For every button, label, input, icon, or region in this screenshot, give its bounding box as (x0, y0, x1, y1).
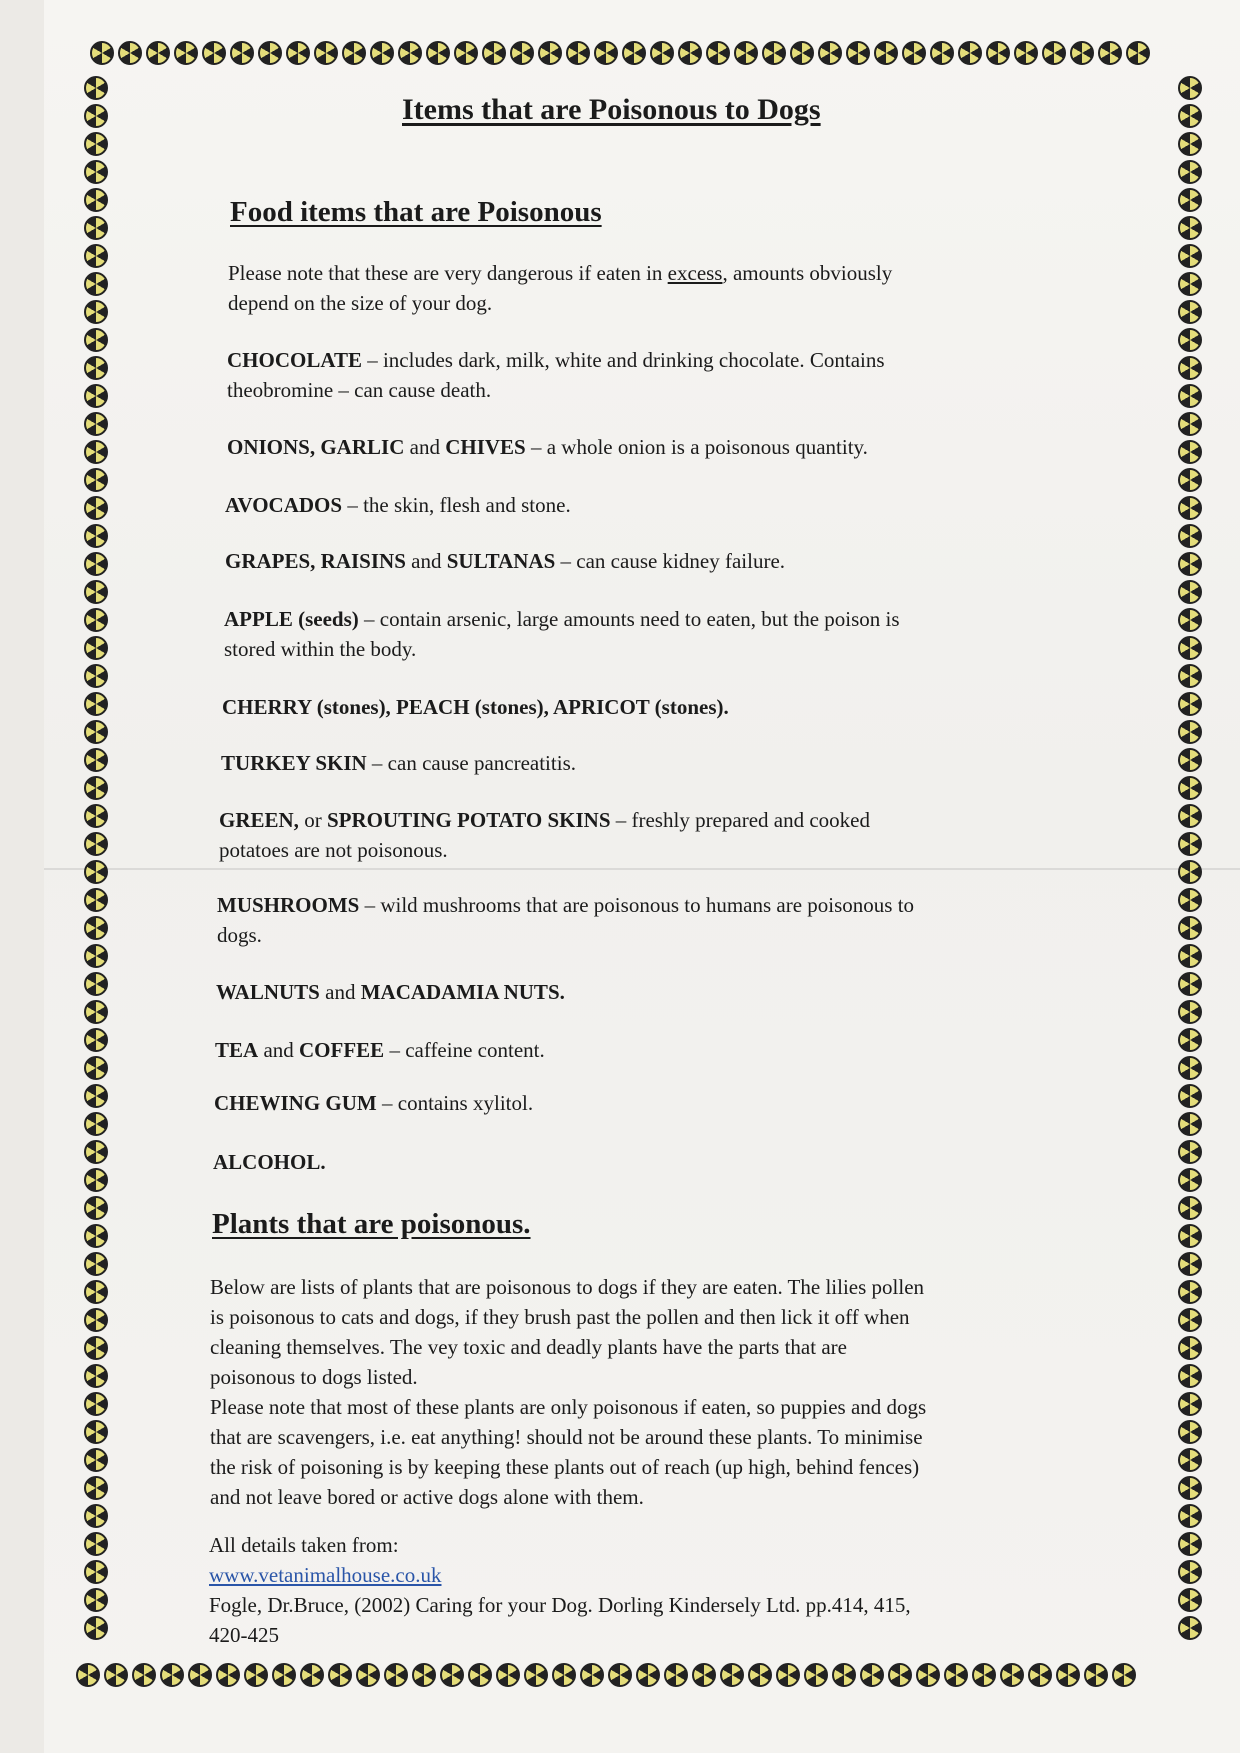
food-item-avocados (225, 490, 571, 520)
food-item-name-2: CHIVES (445, 435, 526, 459)
plants-p1-line: Below are lists of plants that are poisonous to dogs if they are eaten. The lilies pollen (210, 1275, 925, 1299)
food-intro-line2: depend on the size of your dog. (228, 291, 493, 315)
plants-p2-line: that are scavengers, i.e. eat anything! should not be around these plants. To minimise (210, 1425, 923, 1449)
food-item-grapes (225, 546, 785, 576)
food-intro (228, 258, 892, 318)
food-item-join: and (405, 549, 447, 573)
sources-label: All details taken from: (209, 1533, 399, 1557)
food-item-apple (224, 604, 900, 664)
food-item-cherry (222, 692, 729, 722)
food-item-turkey (221, 748, 576, 778)
food-item-desc: – a whole onion is a poisonous quantity. (525, 435, 868, 459)
food-item-name: CHEWING GUM (214, 1091, 377, 1115)
food-item-name-2: SPROUTING POTATO SKINS (326, 808, 611, 832)
food-item-walnuts (216, 977, 565, 1007)
food-item-join: or (298, 808, 327, 832)
food-item-desc: – caffeine content. (384, 1038, 545, 1062)
food-item-name-2: COFFEE (299, 1038, 385, 1062)
food-intro-text: Please note that these are very dangerous if eaten in (228, 261, 668, 285)
food-item-join: and (258, 1038, 300, 1062)
plants-p2-line: Please note that most of these plants are only poisonous if eaten, so puppies and dogs (210, 1395, 927, 1419)
food-item-onions (227, 432, 868, 462)
food-item-chocolate (227, 345, 885, 405)
food-item-name: AVOCADOS (225, 493, 343, 517)
food-item-desc: – can cause pancreatitis. (366, 751, 576, 775)
food-item-name: TURKEY SKIN (221, 751, 367, 775)
sources (209, 1530, 911, 1650)
food-item-desc: – can cause kidney failure. (555, 549, 786, 573)
plants-p1-line: is poisonous to cats and dogs, if they brush past the pollen and then lick it off when (210, 1305, 910, 1329)
plants-p1-line: cleaning themselves. The vey toxic and deadly plants have the parts that are (210, 1335, 847, 1359)
source-citation: Fogle, Dr.Bruce, (2002) Caring for your Dog. Dorling Kindersely Ltd. pp.414, 415, (209, 1593, 911, 1617)
plants-p2-line: and not leave bored or active dogs alone with them. (210, 1485, 644, 1509)
food-item-desc: – wild mushrooms that are poisonous to humans are poisonous to (359, 893, 915, 917)
plants-p1-line: poisonous to dogs listed. (210, 1365, 418, 1389)
food-item-name: GREEN, (219, 808, 299, 832)
food-item-name: MUSHROOMS (217, 893, 360, 917)
source-link[interactable]: www.vetanimalhouse.co.uk (209, 1563, 442, 1587)
food-item-desc: – the skin, flesh and stone. (342, 493, 571, 517)
food-item-name-2: MACADAMIA NUTS. (360, 980, 565, 1004)
food-item-desc: – freshly prepared and cooked (610, 808, 870, 832)
food-item-desc: – contains xylitol. (376, 1091, 534, 1115)
food-item-desc: – contain arsenic, large amounts need to eaten, but the poison is (358, 607, 900, 631)
food-item-name: WALNUTS (216, 980, 320, 1004)
plants-heading: Plants that are poisonous. (212, 1208, 531, 1240)
food-item-name: APPLE (seeds) (224, 607, 359, 631)
food-item-desc-line2: stored within the body. (224, 637, 417, 661)
food-item-name: TEA (215, 1038, 259, 1062)
food-item-name: GRAPES, RAISINS (225, 549, 406, 573)
food-item-name-2: SULTANAS (446, 549, 556, 573)
food-item-name: ALCOHOL. (213, 1150, 326, 1174)
food-item-desc-line2: dogs. (217, 923, 262, 947)
food-item-desc-line2: theobromine – can cause death. (227, 378, 492, 402)
food-item-name: CHOCOLATE (227, 348, 362, 372)
food-intro-emphasis: excess (667, 261, 723, 285)
plants-paragraph-1 (210, 1272, 926, 1512)
page-title: Items that are Poisonous to Dogs (402, 93, 821, 126)
food-item-alcohol (213, 1147, 326, 1177)
food-item-join: and (404, 435, 446, 459)
food-item-gum (214, 1088, 533, 1118)
food-heading: Food items that are Poisonous (230, 196, 602, 228)
source-citation-line2: 420-425 (209, 1623, 279, 1647)
food-intro-text-2: , amounts obviously (722, 261, 893, 285)
food-item-mushrooms (217, 890, 914, 950)
food-item-desc-line2: potatoes are not poisonous. (219, 838, 448, 862)
food-item-tea (215, 1035, 545, 1065)
food-item-potato (219, 805, 870, 865)
food-item-desc: – includes dark, milk, white and drinking chocolate. Contains (361, 348, 885, 372)
food-item-name: ONIONS, GARLIC (227, 435, 405, 459)
food-item-name: CHERRY (stones), PEACH (stones), APRICOT (stones). (222, 695, 729, 719)
plants-p2-line: the risk of poisoning is by keeping these plants out of reach (up high, behind fences) (210, 1455, 920, 1479)
food-item-join: and (319, 980, 361, 1004)
